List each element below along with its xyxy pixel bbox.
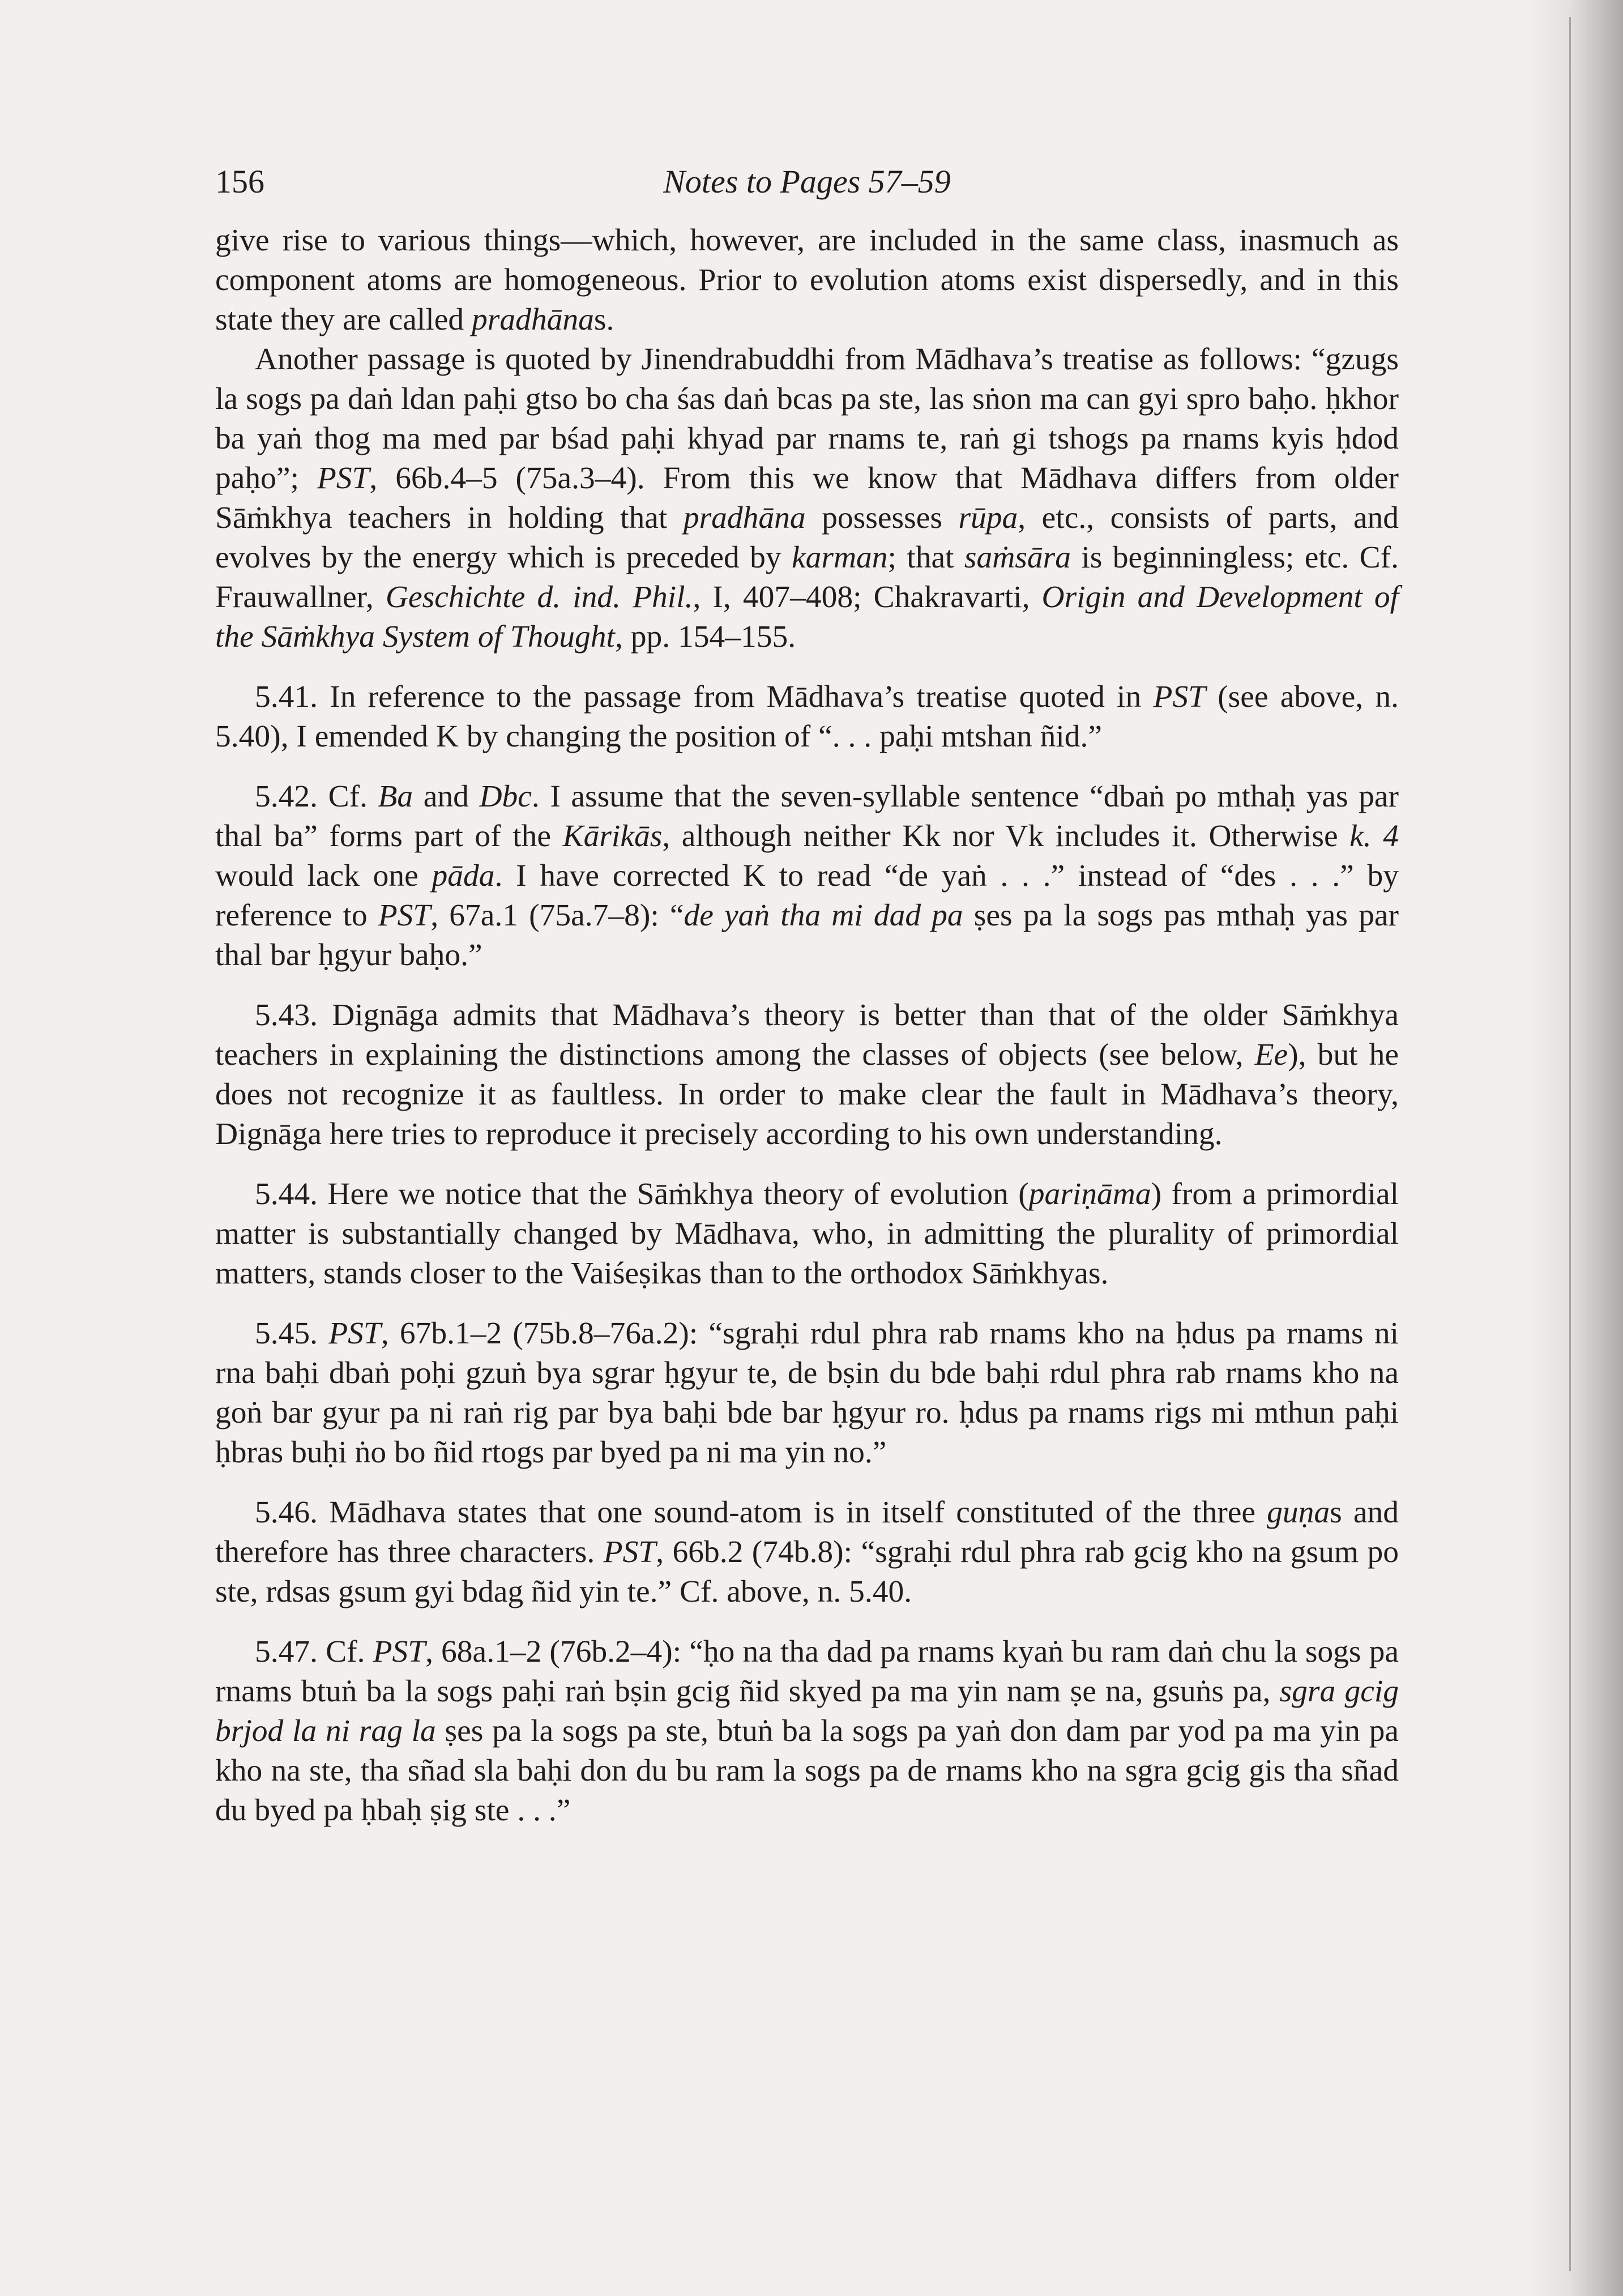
text-run: , 68a.1–2 (76b.2–4): “ḥo na tha dad pa rnams kyaṅ bu ram daṅ chu la sogs pa rnams btuṅ ba la sogs paḥi raṅ bṣin gcig ñid skyed pa ma yin nam ṣe na, gsuṅs pa, <box>215 1634 1399 1709</box>
text-run: ; that <box>887 540 964 575</box>
note-5-45 <box>215 1314 1399 1473</box>
text-run: , 67a.1 (75a.7–8): “ <box>430 898 684 933</box>
text-run: ṣes pa la sogs pa ste, btuṅ ba la sogs pa yaṅ don dam par yod pa ma yin pa kho na ste, tha sñad sla baḥi don du bu ram la sogs pa de rnams kho na sgra gcig gis tha sñad du byed pa ḥbaḥ ṣig ste . . .” <box>215 1714 1399 1828</box>
italic-text: saṁsāra <box>964 540 1071 575</box>
note-5-46 <box>215 1493 1399 1612</box>
italic-text: pradhāna <box>683 501 806 535</box>
text-run: 5.43. Dignāga admits that Mādhava’s theory is better than that of the older Sāṁkhya teachers in explaining the distinctions among the classes of objects (see below, <box>215 998 1399 1072</box>
text-run: , pp. 154–155. <box>614 620 796 654</box>
text-run: ), but he does not recognize it as faultless. In order to make clear the fault in Mādhava’s theory, Dignāga here tries to reproduce it precisely according to his own understanding. <box>215 1038 1399 1151</box>
text-run: . I have corrected K to read “de yaṅ . . .” instead of “des . . .” by reference to <box>215 859 1399 933</box>
italic-text: guṇa <box>1267 1495 1330 1530</box>
text-run: is beginningless; etc. Cf. Frauwallner, <box>215 540 1399 614</box>
text-run: 5.41. In reference to the passage from Mādhava’s treatise quoted in <box>255 680 1154 714</box>
text-run: possesses <box>805 501 959 535</box>
text-run: 5.44. Here we notice that the Sāṁkhya theory of evolution ( <box>255 1177 1029 1211</box>
note-5-42 <box>215 777 1399 975</box>
note-5-43 <box>215 996 1399 1154</box>
italic-text: karman <box>791 540 888 575</box>
text-run: 5.47. Cf. <box>255 1634 373 1669</box>
text-run: . I assume that the seven-syllable sentence “dbaṅ po mthaḥ yas par thal ba” forms part of the <box>215 779 1399 853</box>
italic-text: Ee <box>1254 1038 1288 1072</box>
text-run: 5.42. Cf. <box>255 779 378 814</box>
text-run: s. <box>593 302 614 337</box>
page-body <box>215 221 1399 1830</box>
text-run: s and therefore has three characters. <box>215 1495 1399 1569</box>
italic-text: sgra gcig brjod la ni rag la <box>215 1674 1399 1748</box>
text-run: would lack one <box>215 859 432 893</box>
text-run: , I, 407–408; Chakravarti, <box>693 580 1042 614</box>
italic-text: PST <box>1153 680 1206 714</box>
text-run: , etc., consists of parts, and evolves by the energy which is preceded by <box>215 501 1399 575</box>
italic-text: Ba <box>378 779 413 814</box>
text-run: and <box>413 779 480 814</box>
italic-text: Origin and Development of the Sāṁkhya System of Thought <box>215 580 1399 654</box>
italic-text: k. 4 <box>1349 819 1399 853</box>
note-5-44 <box>215 1175 1399 1294</box>
note-5-41 <box>215 677 1399 757</box>
italic-text: pariṇāma <box>1028 1177 1151 1211</box>
italic-text: de yaṅ tha mi dad pa <box>684 898 963 933</box>
paragraph-madhava-passage <box>215 340 1399 657</box>
italic-text: pradhāna <box>472 302 594 337</box>
italic-text: PST <box>328 1316 381 1351</box>
italic-text: PST <box>373 1634 426 1669</box>
italic-text: Kārikās <box>562 819 663 853</box>
page-edge-shadow <box>1527 0 1623 2296</box>
text-run: (see above, n. 5.40), I emended K by changing the position of “. . . paḥi mtshan ñid.” <box>215 680 1399 754</box>
text-run: , 66b.2 (74b.8): “sgraḥi rdul phra rab gcig kho na gsum po ste, rdsas gsum gyi bdag ñid yin te.” Cf. above, n. 5.40. <box>215 1535 1399 1609</box>
text-run: ṣes pa la sogs pas mthaḥ yas par thal bar ḥgyur baḥo.” <box>215 898 1399 972</box>
text-run: ) from a primordial matter is substantially changed by Mādhava, who, in admitting the plurality of primordial matters, stands closer to the Vaiśeṣikas than to the orthodox Sāṁkhyas. <box>215 1177 1399 1291</box>
note-5-47 <box>215 1632 1399 1830</box>
text-run: , 66b.4–5 (75a.3–4). From this we know that Mādhava differs from older Sāṁkhya teachers in holding that <box>215 461 1399 535</box>
page-number: 156 <box>215 163 264 200</box>
italic-text: PST <box>317 461 370 496</box>
italic-text: Dbc <box>479 779 532 814</box>
paragraph-continuation <box>215 221 1399 340</box>
text-run: 5.45. <box>255 1316 329 1351</box>
page-header <box>215 156 1399 207</box>
text-run: , although neither Kk nor Vk includes it. Otherwise <box>662 819 1350 853</box>
italic-text: pāda <box>432 859 495 893</box>
italic-text: PST <box>378 898 431 933</box>
text-run: 5.46. Mādhava states that one sound-atom is in itself constituted of the three <box>255 1495 1267 1530</box>
text-run: , 67b.1–2 (75b.8–76a.2): “sgraḥi rdul phra rab rnams kho na ḥdus pa rnams ni rna baḥi dbaṅ poḥi gzuṅ bya sgrar ḥgyur te, de bṣin du bde baḥi rdul phra rab rnams kho na goṅ bar gyur pa ni raṅ rig par bya baḥi bde bar ḥgyur ro. ḥdus pa rnams rigs mi mthun paḥi ḥbras buḥi ṅo bo ñid rtogs par byed pa ni ma yin no.” <box>215 1316 1399 1470</box>
running-head: Notes to Pages 57–59 <box>663 163 951 200</box>
text-run: give rise to various things—which, however, are included in the same class, inasmuch as component atoms are homogeneous. Prior to evolution atoms exist dispersedly, and in this state they are called <box>215 223 1399 337</box>
italic-text: rūpa <box>958 501 1018 535</box>
text-run: Another passage is quoted by Jinendrabuddhi from Mādhava’s treatise as follows: “gzugs la sogs pa daṅ ldan paḥi gtso bo cha śas daṅ bcas pa ste, las sṅon ma can gyi spro baḥo. ḥkhor ba yaṅ thog ma med par bśad paḥi khyad par rnams te, raṅ gi tshogs pa rnams kyis ḥdod paḥo”; <box>215 342 1399 496</box>
page-edge-line <box>1569 17 1571 2271</box>
italic-text: Geschichte d. ind. Phil. <box>385 580 693 614</box>
italic-text: PST <box>603 1535 656 1569</box>
